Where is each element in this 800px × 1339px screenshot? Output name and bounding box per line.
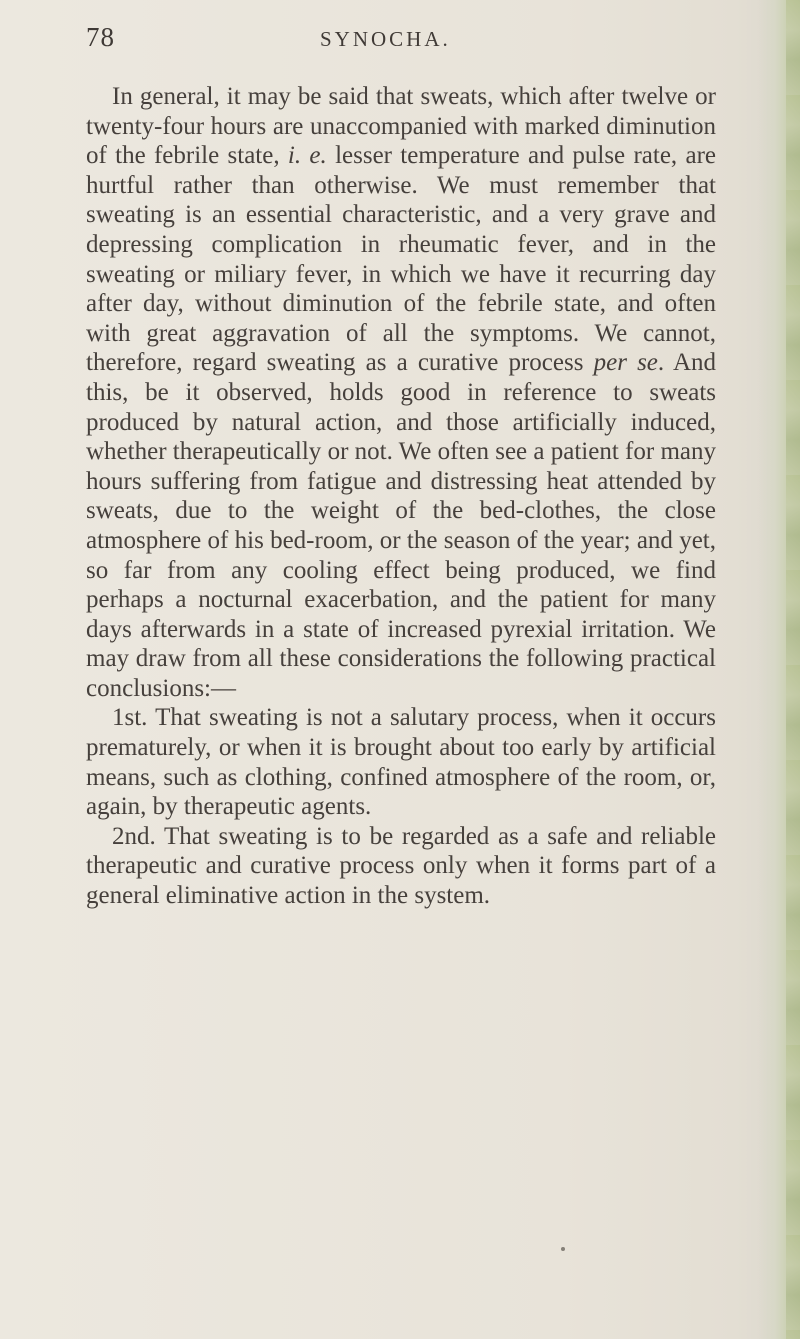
- paragraph-1-text-b: lesser temperature and pulse rate, are hurtful rather than otherwise. We must remember that sweating is an essential characteristic, and a very grave and depressing complication in rheumatic fever, and in the sweating or miliary fever, in which we have it recurring day after day, without diminution of the febrile state, and often with great aggravation of all the symptoms. We cannot, therefore, regard sweating as a curative process: [86, 142, 716, 377]
- body-text: [86, 82, 716, 911]
- paragraph-1-italic-per-se: per se: [593, 349, 658, 377]
- paragraph-1-text-c: . And this, be it observed, holds good in reference to sweats produced by natural action, and those artificially induced, whether therapeutically or not. We often see a patient for many hours suffering from fatigue and distressing heat attended by sweats, due to the weight of the bed-clothes, the close atmosphere of his bed-room, or the season of the year; and yet, so far from any cooling effect being produced, we find perhaps a nocturnal exacerbation, and the patient for many days afterwards in a state of increased pyrexial irritation. We may draw from all these considerations the following practical conclusions:—: [86, 349, 716, 702]
- paragraph-3: 2nd. That sweating is to be regarded as a safe and reliable therapeutic and curative process only when it forms part of a general eliminative action in the system.: [86, 822, 716, 910]
- page-number: 78: [86, 22, 115, 52]
- paragraph-1-italic-ie: i. e.: [287, 142, 327, 170]
- paragraph-1-text-a: In general, it may be said that sweats, which after twelve or twenty-four hours are unaccompanied with marked diminution of the febrile state,: [86, 83, 716, 170]
- print-speck: [561, 1247, 565, 1251]
- paragraph-2: 1st. That sweating is not a salutary process, when it occurs prematurely, or when it is brought about too early by artificial means, such as clothing, confined atmosphere of the room, or, again, by therapeutic agents.: [86, 704, 716, 821]
- page-edge-strip: [786, 0, 800, 1339]
- paragraph-1: [86, 82, 716, 703]
- running-head: SYNOCHA.: [320, 27, 451, 51]
